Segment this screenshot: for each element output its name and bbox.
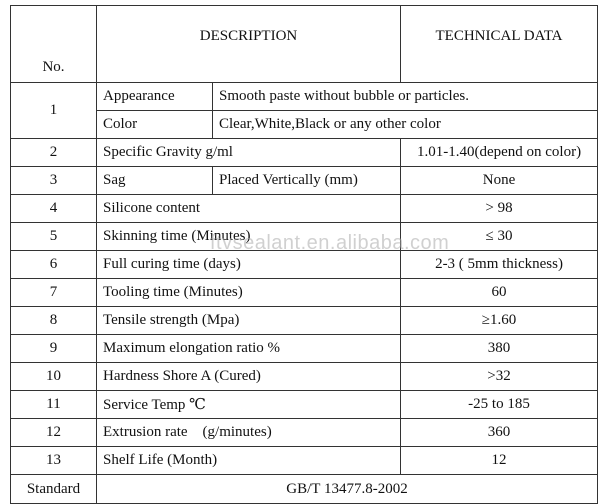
row-description: Full curing time (days) xyxy=(97,251,401,279)
row-value: 2-3 ( 5mm thickness) xyxy=(401,251,598,279)
header-technical-data: TECHNICAL DATA xyxy=(401,6,598,83)
row-number: 3 xyxy=(11,167,97,195)
row-value: -25 to 185 xyxy=(401,391,598,419)
table-row xyxy=(11,391,598,419)
row-description: Appearance xyxy=(97,83,213,111)
row-number: 13 xyxy=(11,447,97,475)
table-row xyxy=(11,83,598,111)
spec-table xyxy=(10,5,598,504)
row-number: 4 xyxy=(11,195,97,223)
row-value: ≥1.60 xyxy=(401,307,598,335)
row-number: 7 xyxy=(11,279,97,307)
row-number: 6 xyxy=(11,251,97,279)
row-value: > 98 xyxy=(401,195,598,223)
standard-label: Standard xyxy=(11,475,97,504)
table-row xyxy=(11,335,598,363)
row-description: Specific Gravity g/ml xyxy=(97,139,401,167)
table-row xyxy=(11,167,598,195)
table-row xyxy=(11,307,598,335)
row-description: Maximum elongation ratio % xyxy=(97,335,401,363)
row-number: 5 xyxy=(11,223,97,251)
row-number: 12 xyxy=(11,419,97,447)
row-number: 10 xyxy=(11,363,97,391)
table-row xyxy=(11,111,598,139)
row-description: Tooling time (Minutes) xyxy=(97,279,401,307)
standard-row xyxy=(11,475,598,504)
row-number: 8 xyxy=(11,307,97,335)
row-value: ≤ 30 xyxy=(401,223,598,251)
table-body xyxy=(11,195,598,475)
row-description: Tensile strength (Mpa) xyxy=(97,307,401,335)
table-row xyxy=(11,279,598,307)
row-value: 60 xyxy=(401,279,598,307)
row-number: 11 xyxy=(11,391,97,419)
watermark: ftvsealant.en.alibaba.com xyxy=(210,232,450,254)
table-row xyxy=(11,195,598,223)
table-row xyxy=(11,223,598,251)
row-value: Clear,White,Black or any other color xyxy=(213,111,598,139)
row-subdescription: Placed Vertically (mm) xyxy=(213,167,401,195)
row-number: 2 xyxy=(11,139,97,167)
row-description: Extrusion rate (g/minutes) xyxy=(97,419,401,447)
row-description: Shelf Life (Month) xyxy=(97,447,401,475)
row-description: Color xyxy=(97,111,213,139)
header-row xyxy=(11,6,598,83)
row-description: Hardness Shore A (Cured) xyxy=(97,363,401,391)
table-row xyxy=(11,139,598,167)
row-value: 1.01-1.40(depend on color) xyxy=(401,139,598,167)
table-row xyxy=(11,419,598,447)
row-value: Smooth paste without bubble or particles. xyxy=(213,83,598,111)
table-row xyxy=(11,363,598,391)
row-value: >32 xyxy=(401,363,598,391)
table-row xyxy=(11,447,598,475)
row-value: None xyxy=(401,167,598,195)
row-value: 360 xyxy=(401,419,598,447)
standard-value: GB/T 13477.8-2002 xyxy=(97,475,598,504)
row-description: Silicone content xyxy=(97,195,401,223)
row-number: 1 xyxy=(11,83,97,139)
row-description: Sag xyxy=(97,167,213,195)
header-description: DESCRIPTION xyxy=(97,6,401,83)
row-description: Skinning time (Minutes) xyxy=(97,223,401,251)
row-value: 12 xyxy=(401,447,598,475)
header-no: No. xyxy=(11,6,97,83)
table-row xyxy=(11,251,598,279)
row-number: 9 xyxy=(11,335,97,363)
row-value: 380 xyxy=(401,335,598,363)
row-description: Service Temp ℃ xyxy=(97,391,401,419)
